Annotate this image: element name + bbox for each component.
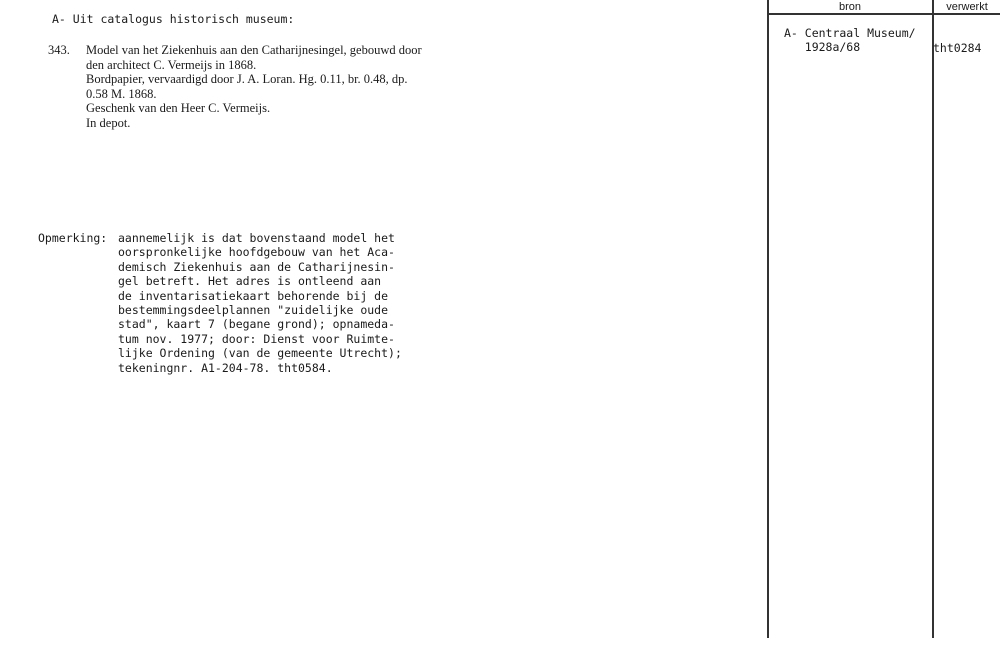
remark-line: stad", kaart 7 (begane grond); opnameda- (118, 317, 395, 332)
remark-line: oorspronkelijke hoofdgebouw van het Aca- (118, 245, 395, 260)
remark-line: demisch Ziekenhuis aan de Catharijnesin- (118, 259, 395, 274)
entry-line: In depot. (86, 115, 131, 130)
source-reference (784, 26, 916, 54)
remark-line: de inventarisatiekaart behorende bij de (118, 288, 389, 303)
entry-line: Geschenk van den Heer C. Vermeijs. (86, 101, 271, 115)
remark-line: aannemelijk is dat bovenstaand model het (118, 231, 395, 245)
column-header-rule (767, 13, 1000, 15)
source-line: A- Centraal Museum/ (784, 26, 916, 40)
remark-text (118, 231, 402, 375)
column-divider-left (767, 0, 769, 638)
remark-line: tum nov. 1977; door: Dienst voor Ruimte- (118, 331, 395, 346)
column-header-bron: bron (838, 1, 862, 13)
entry-line: 0.58 M. 1868. (86, 86, 157, 101)
source-line: 1928a/68 (784, 40, 861, 54)
entry-number: 343. (48, 43, 70, 57)
section-heading: A- Uit catalogus historisch museum: (52, 12, 295, 26)
entry-description (86, 43, 478, 130)
remark-line: gel betreft. Het adres is ontleend aan (118, 274, 382, 289)
remark-label: Opmerking: (38, 231, 108, 245)
entry-line: Bordpapier, vervaardigd door J. A. Loran. Hg. 0.11, br. 0.48, dp. (86, 72, 408, 86)
column-divider-middle (932, 0, 934, 638)
processed-code: tht0284 (933, 41, 982, 55)
remark-line: tekeningnr. A1-204-78. tht0584. (118, 360, 333, 375)
column-header-verwerkt: verwerkt (946, 1, 988, 13)
entry-line: Model van het Ziekenhuis aan den Catharijnesingel, gebouwd door (86, 43, 422, 57)
entry-line: den architect C. Vermeijs in 1868. (86, 57, 257, 72)
remark-line: lijke Ordening (van de gemeente Utrecht); (118, 346, 402, 361)
remark-line: bestemmingsdeelplannen "zuidelijke oude (118, 303, 389, 318)
